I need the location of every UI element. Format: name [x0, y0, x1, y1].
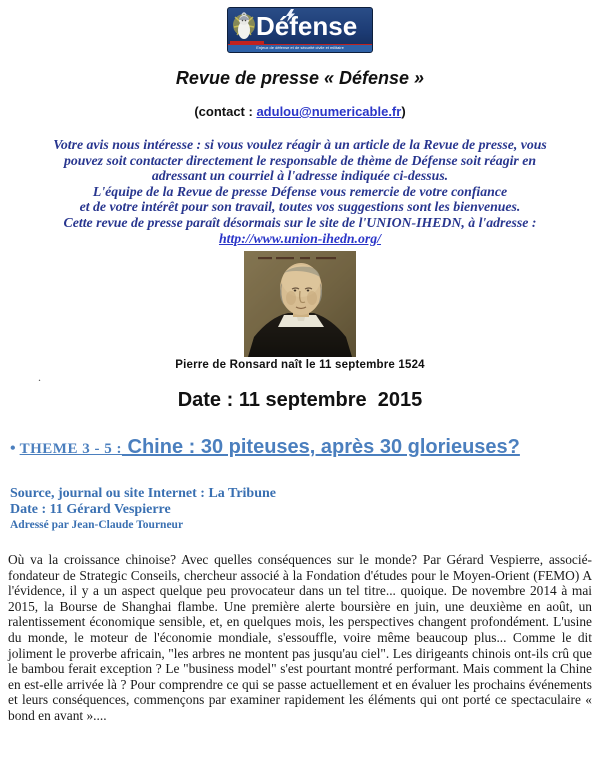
article-theme-heading: [10, 434, 555, 462]
bullet-icon: •: [10, 440, 16, 457]
theme-label: THEME 3 - 5 :: [19, 441, 122, 457]
intro-line: pouvez soit contacter directement le responsable de thème de Défense soit réagir en: [63, 152, 537, 168]
intro-block: [20, 137, 580, 246]
defense-logo: [227, 7, 373, 53]
union-ihedn-link[interactable]: http://www.union-ihedn.org/: [218, 230, 382, 246]
article-source-block: [10, 486, 590, 533]
page-title: Revue de presse « Défense »: [175, 68, 425, 88]
intro-line: et de votre intérêt pour son travail, toutes vos suggestions sont les bienvenues.: [79, 199, 521, 215]
stray-period: .: [38, 370, 41, 384]
mascot-icon: [231, 11, 257, 43]
intro-line: adressant un courriel à l'adresse indiquée ci-dessus.: [151, 168, 449, 184]
contact-suffix: ): [401, 104, 406, 119]
source-line: Source, journal ou site Internet : La Tribune: [10, 486, 277, 501]
sender-line: Adressé par Jean-Claude Tourneur: [10, 519, 184, 531]
intro-line: Cette revue de presse paraît désormais sur le site de l'UNION-IHEDN, à l'adresse :: [63, 214, 537, 230]
contact-prefix: (contact :: [194, 104, 257, 119]
contact-email-link[interactable]: adulou@numericable.fr: [256, 104, 402, 119]
ronsard-portrait-image: [244, 251, 356, 357]
logo-tagline: Enjeux de défense et de sécurité civile et militaire: [228, 44, 372, 52]
article-date-line: Date : 11 Gérard Vespierre: [10, 502, 171, 517]
article-body: Où va la croissance chinoise? Avec quelles conséquences sur le monde? Par Gérard Vespierre, associé-fondateur de Strategic Conseils, chercheur associé à la Fondation d'études pour le Moyen-Orient (FEMO) A l'évidence, il y a un aspect quelque peu provocateur dans un tel titre... quoique. De novembre 2014 à mai 2015, la Bourse de Shanghai flambe. Une première alerte boursière en juin, une deuxième en août, un ralentissement économique sensible, et, en quelques mois, les perspectives changent profondément. L'usine du monde, le moteur de l'économie mondiale, s'essouffle, voire même beaucoup plus... Comme le dit joliment le proverbe africain, "les arbres ne montent pas jusqu'au ciel". Les dirigeants chinois ont-ils crû que le bambou ferait exception ? Le "business model" s'est pourtant montré performant. Mais comment la Chine en est-elle arrivée là ? Pour comprendre ce qui se passe actuellement et en évaluer les prochains événements et leurs conséquences, commençons par examiner rapidement les éléments qui ont porté ce spectaculaire « bond en avant »....: [8, 552, 592, 723]
intro-line: Votre avis nous intéresse : si vous voulez réagir à un article de la Revue de presse, vous: [53, 137, 547, 152]
article-title: Chine : 30 piteuses, après 30 glorieuses?: [121, 436, 520, 458]
intro-line: L'équipe de la Revue de presse Défense vous remercie de votre confiance: [92, 183, 508, 199]
contact-line: [0, 104, 600, 119]
date-heading: Date : 11 septembre 2015: [177, 389, 423, 411]
portrait-caption: Pierre de Ronsard naît le 11 septembre 1524: [175, 359, 425, 371]
logo-wordmark: Défense: [256, 11, 358, 41]
